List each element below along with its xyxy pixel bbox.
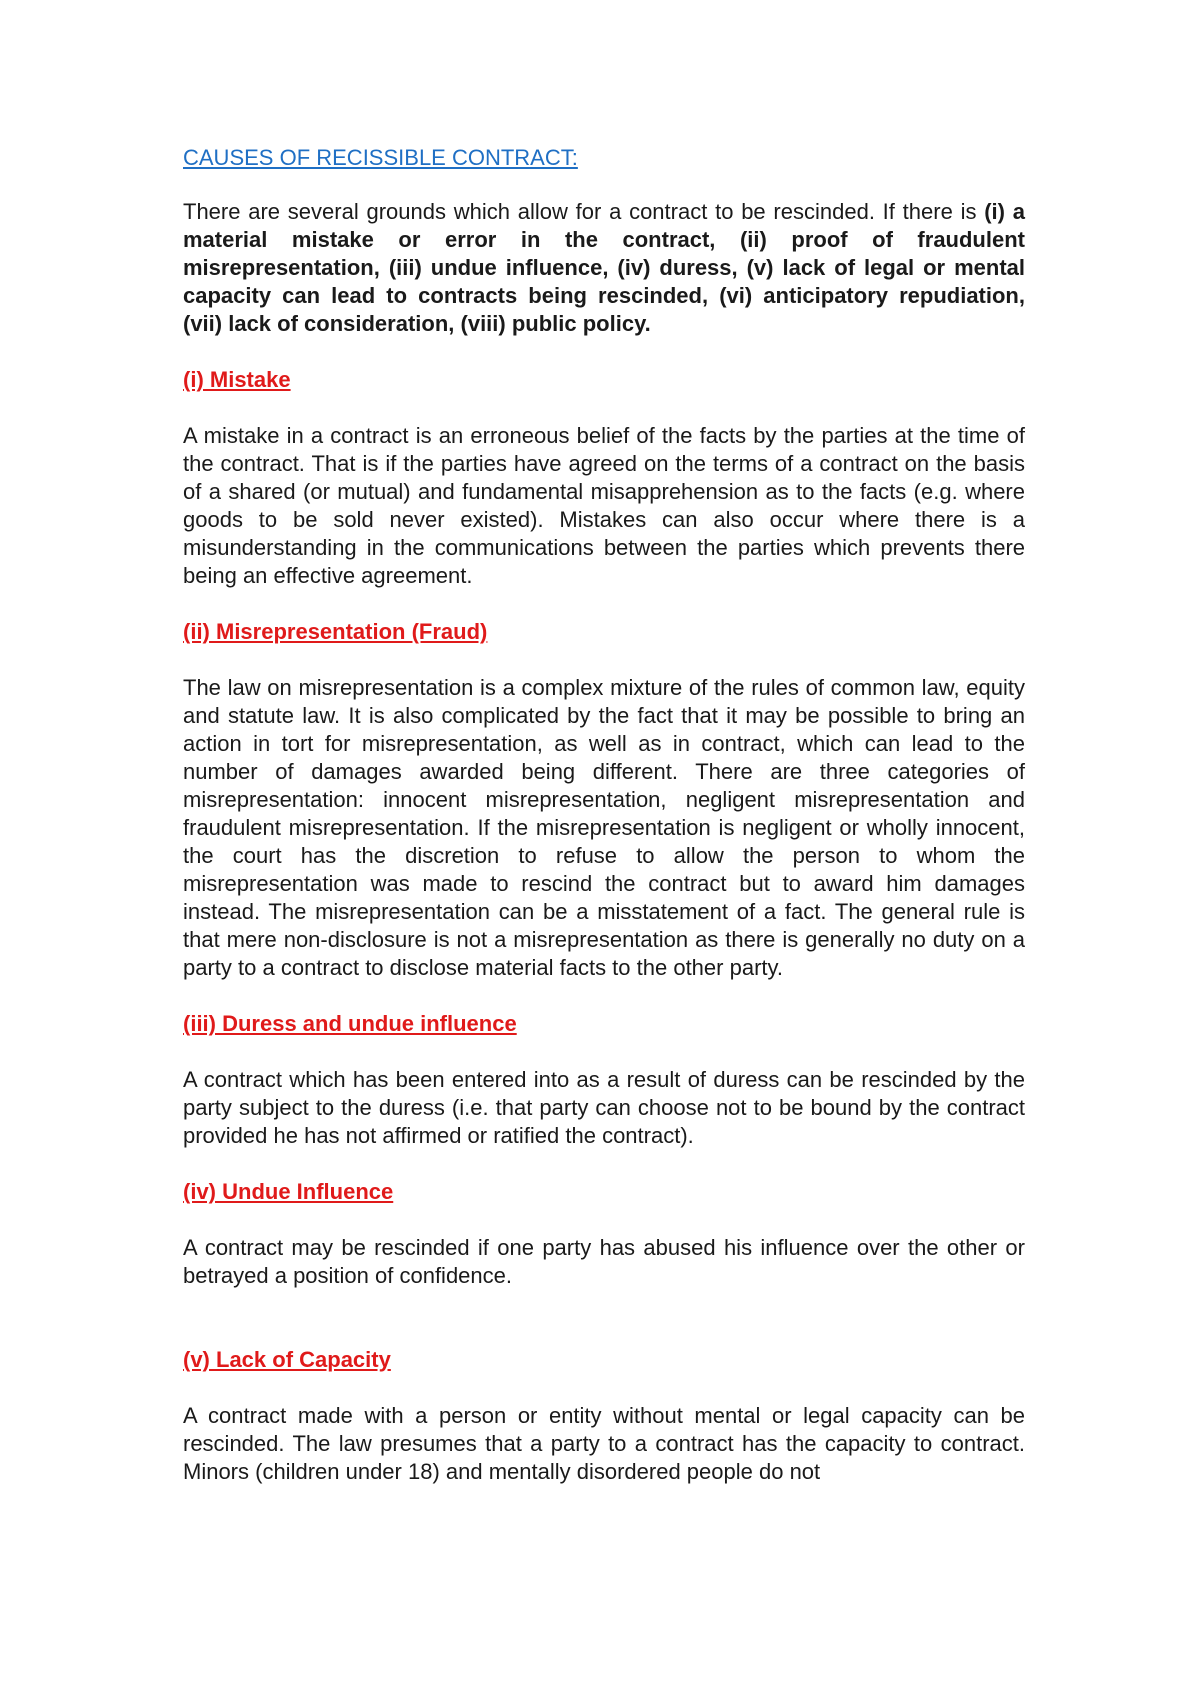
section-paragraph-mistake: A mistake in a contract is an erroneous belief of the facts by the parties at the time of the contract. That is if the parties have agreed on the terms of a contract on the basis of a shared (or mutual) and fundamental misapprehension as to the facts (e.g. where goods to be sold never existed). Mistakes can also occur where there is a misunderstanding in the communications between the parties which prevents there being an effective agreement. <box>183 423 1025 588</box>
section-paragraph-undue-influence: A contract may be rescinded if one party has abused his influence over the other or betrayed a position of confidence. <box>183 1235 1025 1288</box>
section-heading-duress: (iii) Duress and undue influence <box>183 1011 517 1036</box>
spacer <box>183 1318 1025 1346</box>
section-heading-lack-of-capacity: (v) Lack of Capacity <box>183 1347 391 1372</box>
section-paragraph-misrepresentation: The law on misrepresentation is a complex mixture of the rules of common law, equity and statute law. It is also complicated by the fact that it may be possible to bring an action in tort for misrepresentation, as well as in contract, which can lead to the number of damages awarded being different. There are three categories of misrepresentation: innocent misrepresentation, negligent misrepresentation and fraudulent misrepresentation. If the misrepresentation is negligent or wholly innocent, the court has the discretion to refuse to allow the person to whom the misrepresentation was made to rescind the contract but to award him damages instead. The misrepresentation can be a misstatement of a fact. The general rule is that mere non-disclosure is not a misrepresentation as there is generally no duty on a party to a contract to disclose material facts to the other party. <box>183 675 1025 980</box>
section-heading-undue-influence: (iv) Undue Influence <box>183 1179 394 1204</box>
document-title: CAUSES OF RECISSIBLE CONTRACT: <box>183 145 578 170</box>
section-heading-misrepresentation: (ii) Misrepresentation (Fraud) <box>183 619 488 644</box>
intro-plain-text: There are several grounds which allow for a contract to be rescinded. If there is <box>183 199 985 224</box>
intro-bold-text: (i) a material mistake or error in the contract, (ii) proof of fraudulent misrepresentation, (iii) undue influence, (iv) duress, (v) lack of legal or mental capacity can lead to contracts being rescinded, (vi) anticipatory repudiation, (vii) lack of consideration, (viii) public policy. <box>183 199 1025 336</box>
section-paragraph-duress: A contract which has been entered into as a result of duress can be rescinded by the party subject to the duress (i.e. that party can choose not to be bound by the contract provided he has not affirmed or ratified the contract). <box>183 1067 1025 1148</box>
document-page <box>183 144 1025 1514</box>
section-paragraph-lack-of-capacity: A contract made with a person or entity without mental or legal capacity can be rescinded. The law presumes that a party to a contract has the capacity to contract. Minors (children under 18) and mentally disordered people do not <box>183 1403 1025 1484</box>
intro-paragraph <box>183 198 1025 338</box>
section-heading-mistake: (i) Mistake <box>183 367 291 392</box>
